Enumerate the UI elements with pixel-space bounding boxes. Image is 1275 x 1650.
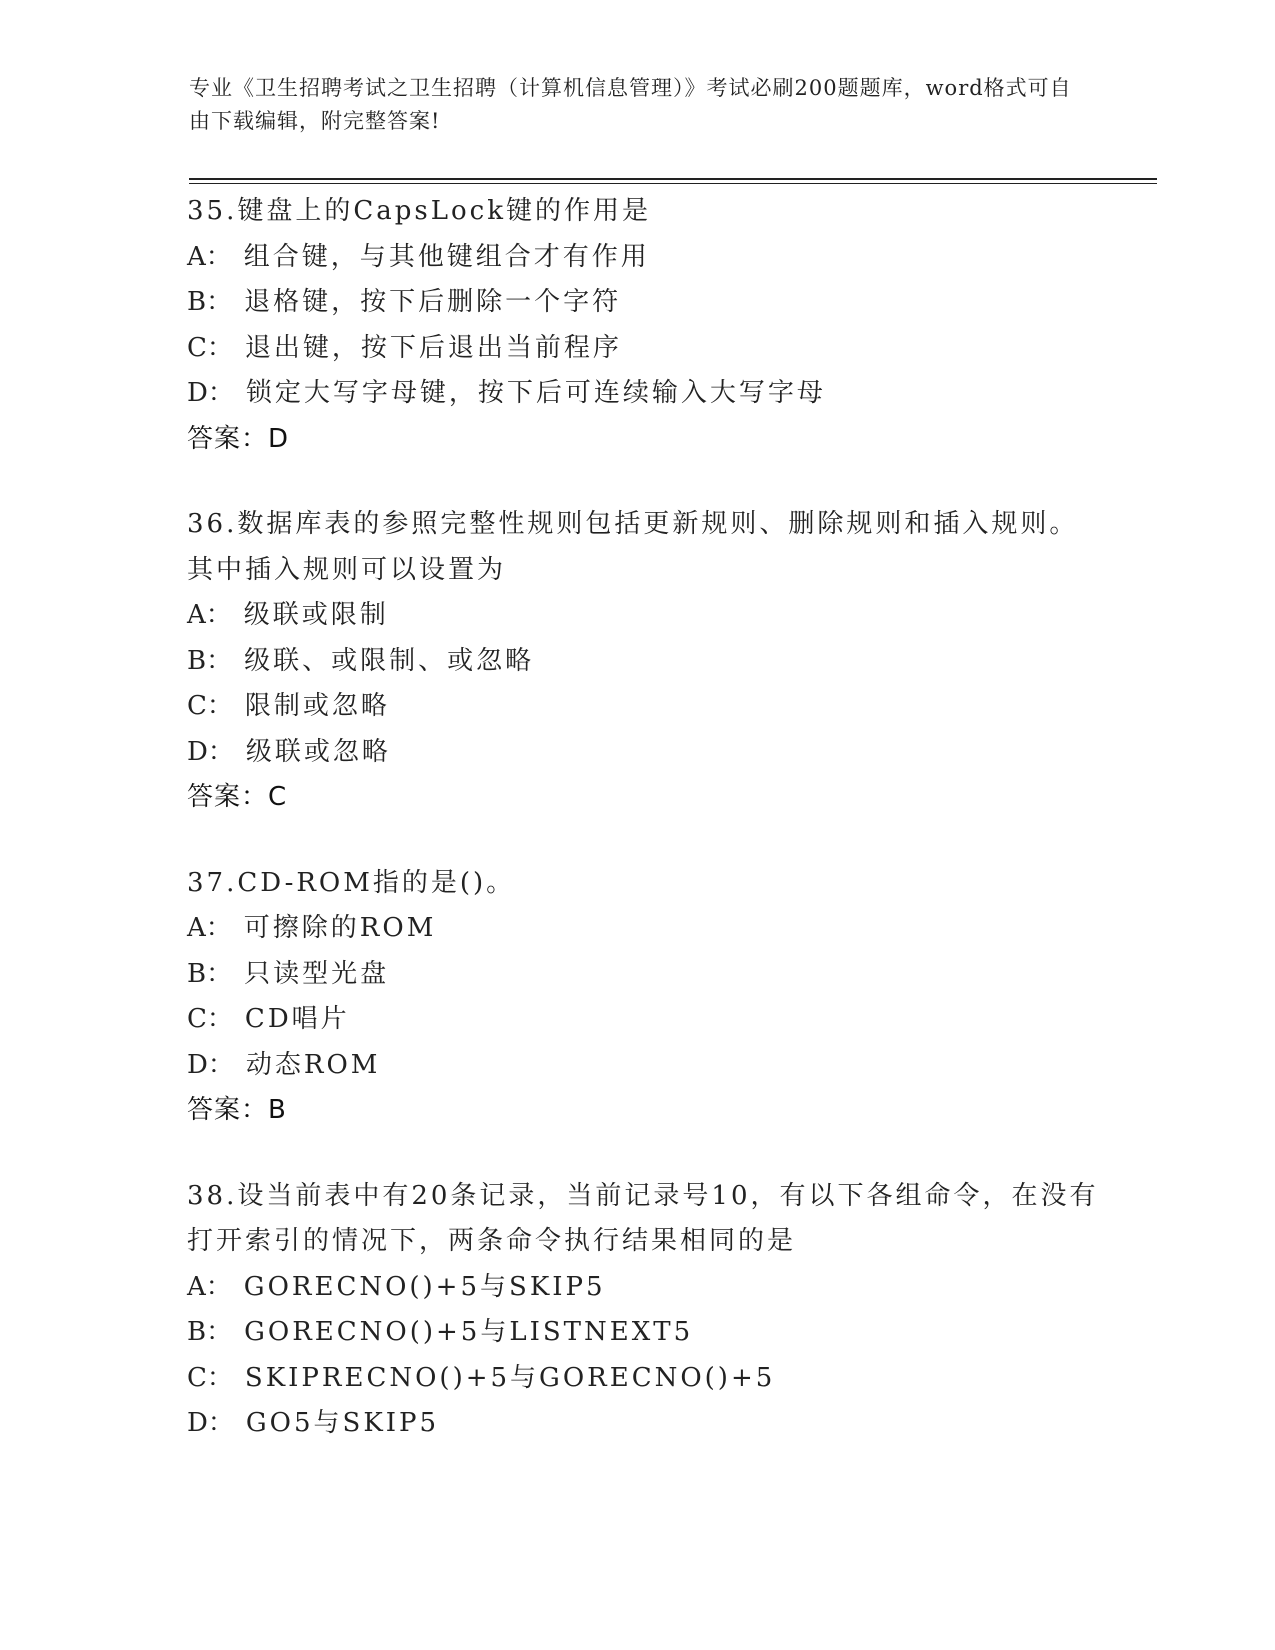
option-text: 动态ROM xyxy=(245,1049,381,1080)
option-d xyxy=(187,1401,1107,1447)
option-separator: ： xyxy=(206,958,233,989)
option-separator: ： xyxy=(205,1271,232,1302)
option-c xyxy=(187,684,1107,730)
option-text: 退格键，按下后删除一个字符 xyxy=(244,287,622,317)
option-separator: ： xyxy=(206,1362,233,1393)
question-list xyxy=(187,189,1107,1487)
option-d xyxy=(187,730,1107,776)
question-38 xyxy=(187,1174,1107,1447)
option-letter: D xyxy=(187,736,208,767)
option-separator: ： xyxy=(205,241,232,272)
option-b xyxy=(187,280,1107,326)
question-35 xyxy=(187,189,1107,462)
option-separator: ： xyxy=(207,1408,234,1438)
option-letter: A xyxy=(187,1271,206,1302)
option-letter: C xyxy=(187,1004,207,1034)
option-separator: ： xyxy=(206,691,233,721)
option-separator: ： xyxy=(205,913,232,943)
option-letter: A xyxy=(187,913,206,943)
option-a xyxy=(187,906,1107,952)
answer-line: 答案：C xyxy=(187,782,288,812)
question-stem: 36.数据库表的参照完整性规则包括更新规则、删除规则和插入规则。其中插入规则可以设置为 xyxy=(187,509,1079,585)
option-b xyxy=(187,1310,1107,1356)
option-text: 锁定大写字母键，按下后可连续输入大写字母 xyxy=(245,378,826,408)
option-text: GORECNO()+5与SKIP5 xyxy=(243,1271,606,1302)
option-letter: C xyxy=(187,691,207,721)
option-separator: ： xyxy=(206,332,233,363)
answer-line: 答案：B xyxy=(187,1095,287,1125)
header-rule-thick xyxy=(189,178,1157,180)
option-letter: C xyxy=(187,332,207,363)
option-a xyxy=(187,1265,1107,1311)
option-c xyxy=(187,1356,1107,1402)
option-text: CD唱片 xyxy=(244,1004,350,1034)
option-letter: A xyxy=(187,600,206,630)
option-text: GORECNO()+5与LISTNEXT5 xyxy=(244,1317,694,1347)
option-letter: B xyxy=(187,645,207,676)
option-letter: B xyxy=(187,287,207,317)
option-text: 组合键，与其他键组合才有作用 xyxy=(243,241,650,272)
option-separator: ： xyxy=(205,600,232,630)
option-separator: ： xyxy=(207,736,234,767)
option-separator: ： xyxy=(207,378,234,408)
question-37 xyxy=(187,861,1107,1134)
option-separator: ： xyxy=(206,287,233,317)
page-header: 专业《卫生招聘考试之卫生招聘（计算机信息管理）》考试必刷200题题库，word格式可自由下载编辑，附完整答案! xyxy=(189,76,1072,133)
option-separator: ： xyxy=(206,1004,233,1034)
option-separator: ： xyxy=(207,1049,234,1080)
option-separator: ： xyxy=(206,1317,233,1347)
option-text: SKIPRECNO()+5与GORECNO()+5 xyxy=(244,1362,776,1393)
option-text: 限制或忽略 xyxy=(244,691,390,721)
answer-line: 答案：D xyxy=(187,423,290,454)
question-stem: 35.键盘上的CapsLock键的作用是 xyxy=(187,196,651,226)
question-stem: 38.设当前表中有20条记录，当前记录号10，有以下各组命令，在没有打开索引的情况下，两条命令执行结果相同的是 xyxy=(187,1180,1099,1256)
option-text: 级联或忽略 xyxy=(245,736,391,767)
option-separator: ： xyxy=(206,645,233,676)
option-letter: A xyxy=(187,241,206,272)
option-a xyxy=(187,593,1107,639)
question-stem: 37.CD-ROM指的是()。 xyxy=(187,867,516,898)
option-letter: B xyxy=(187,958,207,989)
option-d xyxy=(187,1043,1107,1089)
option-c xyxy=(187,326,1107,372)
option-text: 级联、或限制、或忽略 xyxy=(244,645,535,676)
option-text: 只读型光盘 xyxy=(244,958,390,989)
option-c xyxy=(187,997,1107,1043)
option-text: 可擦除的ROM xyxy=(243,913,437,943)
option-letter: D xyxy=(187,378,208,408)
option-letter: D xyxy=(187,1049,208,1080)
option-letter: B xyxy=(187,1317,207,1347)
option-text: 退出键，按下后退出当前程序 xyxy=(244,332,622,363)
option-d xyxy=(187,371,1107,417)
option-letter: C xyxy=(187,1362,207,1393)
option-letter: D xyxy=(187,1408,208,1438)
option-text: GO5与SKIP5 xyxy=(245,1408,440,1438)
option-b xyxy=(187,952,1107,998)
question-36 xyxy=(187,502,1107,821)
option-a xyxy=(187,235,1107,281)
option-text: 级联或限制 xyxy=(243,600,389,630)
option-b xyxy=(187,639,1107,685)
header-rule-thin xyxy=(189,183,1157,184)
